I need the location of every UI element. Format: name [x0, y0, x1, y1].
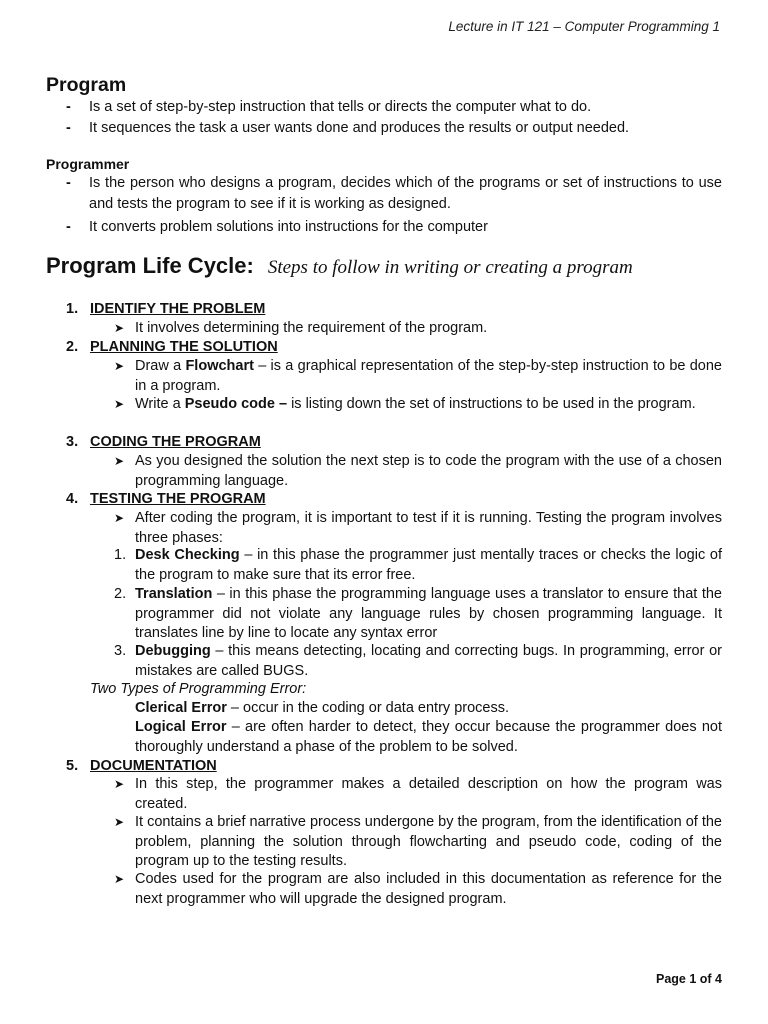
bullet-text: It involves determining the requirement of the program. [135, 320, 488, 336]
dash-marker: - [66, 99, 71, 115]
step-bullet [114, 813, 722, 872]
lifecycle-heading [46, 253, 633, 279]
error-type: Clerical Error – occur in the coding or data entry process. [135, 700, 509, 716]
step-heading [66, 756, 217, 776]
bullet-text: Is the person who designs a program, decides which of the programs or set of instructions to use and tests the program to see if it is working as designed. [89, 175, 722, 212]
arrow-bullet-icon: ➤ [114, 397, 125, 411]
dash-marker: - [66, 175, 71, 191]
bullet-text: Is a set of step-by-step instruction that tells or directs the computer what to do. [89, 99, 592, 115]
arrow-bullet-icon: ➤ [114, 359, 125, 373]
step-title: IDENTIFY THE PROBLEM [90, 301, 266, 317]
bullet-text: As you designed the solution the next step is to code the program with the use of a chosen programming language. [135, 453, 722, 489]
step-number: 5. [66, 758, 79, 774]
phase-number: 1. [114, 547, 127, 563]
step-heading [66, 489, 266, 509]
arrow-bullet-icon: ➤ [114, 454, 125, 468]
step-title: CODING THE PROGRAM [90, 434, 261, 450]
step-bullet [114, 319, 722, 339]
bullet-text: Draw a Flowchart – is a graphical representation of the step-by-step instruction to be done in a program. [135, 358, 722, 394]
lifecycle-subtitle: Steps to follow in writing or creating a program [267, 257, 633, 278]
step-bullet [114, 775, 722, 814]
step-bullet [114, 509, 722, 548]
bullet-text: It converts problem solutions into instructions for the computer [89, 219, 488, 235]
testing-phase [114, 546, 722, 585]
error-type: Logical Error – are often harder to detect, they occur because the programmer does not thoroughly understand a phase of the problem to be solved. [135, 719, 722, 755]
step-number: 3. [66, 434, 79, 450]
programmer-bullet [66, 217, 722, 238]
arrow-bullet-icon: ➤ [114, 872, 125, 886]
step-heading [66, 337, 278, 357]
step-number: 4. [66, 491, 79, 507]
step-bullet [114, 357, 722, 396]
step-heading [66, 432, 261, 452]
step-heading [66, 299, 265, 319]
dash-marker: - [66, 219, 71, 235]
step-bullet [114, 395, 722, 415]
bullet-text: Codes used for the program are also included in this documentation as reference for the next programmer who will upgrade the designed program. [135, 871, 722, 907]
step-bullet [114, 870, 722, 909]
arrow-bullet-icon: ➤ [114, 777, 125, 791]
phase-text: Debugging – this means detecting, locating and correcting bugs. In programming, error or mistakes are called BUGS. [135, 643, 722, 679]
lifecycle-title: Program Life Cycle: [46, 253, 254, 278]
step-number: 2. [66, 339, 79, 355]
step-title: DOCUMENTATION [90, 758, 217, 774]
testing-phase [114, 642, 722, 681]
programmer-bullet [66, 173, 722, 215]
program-bullet [66, 118, 722, 139]
step-number: 1. [66, 301, 79, 317]
dash-marker: - [66, 120, 71, 136]
page-header: Lecture in IT 121 – Computer Programming 1 [448, 19, 720, 34]
program-heading: Program [46, 74, 127, 96]
program-bullet [66, 97, 722, 118]
phase-text: Translation – in this phase the programming language uses a translator to ensure that the programmer did not violate any language rules by chosen programming language. It translates line by line to locate any syntax error [135, 586, 722, 641]
page-number: Page 1 of 4 [656, 972, 722, 986]
arrow-bullet-icon: ➤ [114, 321, 125, 335]
testing-phase [114, 585, 722, 644]
step-bullet [114, 452, 722, 491]
phase-number: 3. [114, 643, 127, 659]
phase-text: Desk Checking – in this phase the programmer just mentally traces or checks the logic of the program to make sure that its error free. [135, 547, 722, 583]
arrow-bullet-icon: ➤ [114, 511, 125, 525]
bullet-text: It sequences the task a user wants done and produces the results or output needed. [89, 120, 630, 136]
error-types-heading: Two Types of Programming Error: [90, 681, 307, 697]
bullet-text: Write a Pseudo code – is listing down the set of instructions to be used in the program. [135, 396, 696, 412]
step-title: TESTING THE PROGRAM [90, 491, 266, 507]
programmer-heading: Programmer [46, 156, 130, 172]
step-title: PLANNING THE SOLUTION [90, 339, 278, 355]
phase-number: 2. [114, 586, 127, 602]
bullet-text: After coding the program, it is important to test if it is running. Testing the program involves three phases: [135, 510, 722, 546]
bullet-text: It contains a brief narrative process undergone by the program, from the identification of the problem, planning the solution through flowcharting and pseudo code, coding of the program up to the testing results. [135, 814, 722, 869]
bullet-text: In this step, the programmer makes a detailed description on how the program was created. [135, 776, 722, 812]
arrow-bullet-icon: ➤ [114, 815, 125, 829]
